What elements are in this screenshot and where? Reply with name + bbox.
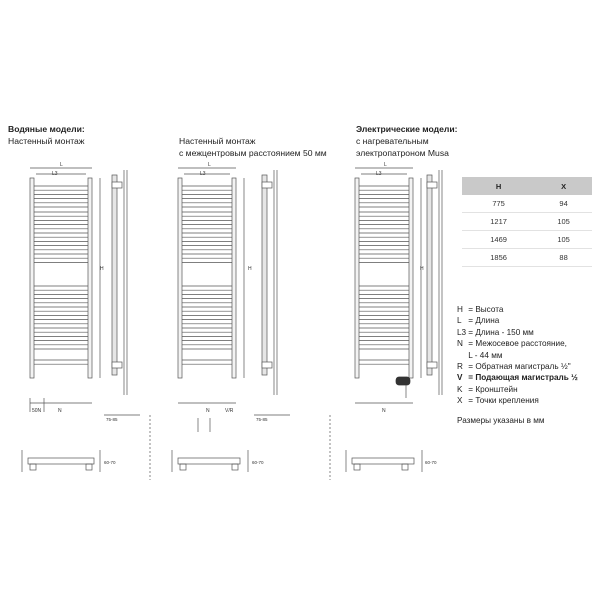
dim-label-L3-3: L3 <box>376 171 382 177</box>
top-view-water <box>22 450 100 472</box>
dim-label-L-2: L <box>208 162 211 168</box>
table-row <box>462 195 592 213</box>
legend-item: L - 44 мм <box>468 350 503 360</box>
dim-label-VR-2: V/R <box>225 408 234 414</box>
top-view-center <box>172 450 248 472</box>
table-row <box>462 231 592 249</box>
units-note: Размеры указаны в мм <box>457 416 545 425</box>
water-models-title: Водяные модели: <box>8 124 85 134</box>
legend-item: L3 = Длина - 150 мм <box>457 327 534 337</box>
dim-label-H-1: H <box>100 266 104 272</box>
dim-label-depth-1: 75-85 <box>106 417 118 422</box>
table-cell: 88 <box>535 249 592 267</box>
dim-label-topdepth-2: 60-70 <box>252 460 264 465</box>
table-header-row <box>462 177 592 195</box>
dim-label-H-3: H <box>420 266 424 272</box>
heating-element <box>396 377 410 398</box>
legend-item: N = Межосевое расстояние, <box>457 339 567 349</box>
table-row <box>462 213 592 231</box>
legend-item: L = Длина <box>457 316 500 326</box>
table-cell: 105 <box>535 213 592 231</box>
legend-item: K = Кронштейн <box>457 384 518 394</box>
side-view-electric <box>427 170 442 395</box>
legend-item: R = Обратная магистраль ½" <box>457 362 571 372</box>
table-header-x: X <box>535 177 592 195</box>
dim-label-N-1: N <box>58 408 62 414</box>
table-cell: 1469 <box>462 231 535 249</box>
radiator-front-center <box>178 168 244 403</box>
water-models-subtitle: Настенный монтаж <box>8 136 85 146</box>
side-view-water <box>104 170 140 415</box>
table-cell: 1217 <box>462 213 535 231</box>
legend-item: V = Подающая магистраль ½ <box>457 373 578 383</box>
dim-label-N-3: N <box>382 408 386 414</box>
table-row <box>462 249 592 267</box>
dim-label-depth-2: 75-85 <box>256 417 268 422</box>
dim-label-L-1: L <box>60 162 63 168</box>
dim-label-50N-1: 50N <box>32 408 42 414</box>
center-distance-title-line1: Настенный монтаж <box>179 136 256 146</box>
dim-label-topdepth-1: 60-70 <box>104 460 116 465</box>
electric-models-line2: электропатроном Musa <box>356 148 449 158</box>
side-view-center <box>254 170 290 415</box>
table-cell: 775 <box>462 195 535 213</box>
radiator-front-electric <box>355 168 421 403</box>
dim-label-N-2: N <box>206 408 210 414</box>
radiator-front-views <box>30 168 421 403</box>
dimension-table <box>462 177 592 267</box>
legend-item: H = Высота <box>457 305 504 314</box>
dim-label-H-2: H <box>248 266 252 272</box>
electric-models-title: Электрические модели: <box>356 124 458 134</box>
table-cell: 94 <box>535 195 592 213</box>
dim-label-L-3: L <box>384 162 387 168</box>
table-cell: 1856 <box>462 249 535 267</box>
legend-item: X = Точки крепления <box>457 396 539 406</box>
dim-label-L3-1: L3 <box>52 171 58 177</box>
table-cell: 105 <box>535 231 592 249</box>
top-view-electric <box>346 450 422 472</box>
table-header-h: H <box>462 177 535 195</box>
dim-label-L3-2: L3 <box>200 171 206 177</box>
center-distance-title-line2: с межцентровым расстоянием 50 мм <box>179 148 327 158</box>
dim-label-topdepth-3: 60-70 <box>425 460 437 465</box>
radiator-front-water <box>30 168 100 403</box>
legend <box>457 304 578 407</box>
electric-models-line1: с нагревательным <box>356 136 429 146</box>
